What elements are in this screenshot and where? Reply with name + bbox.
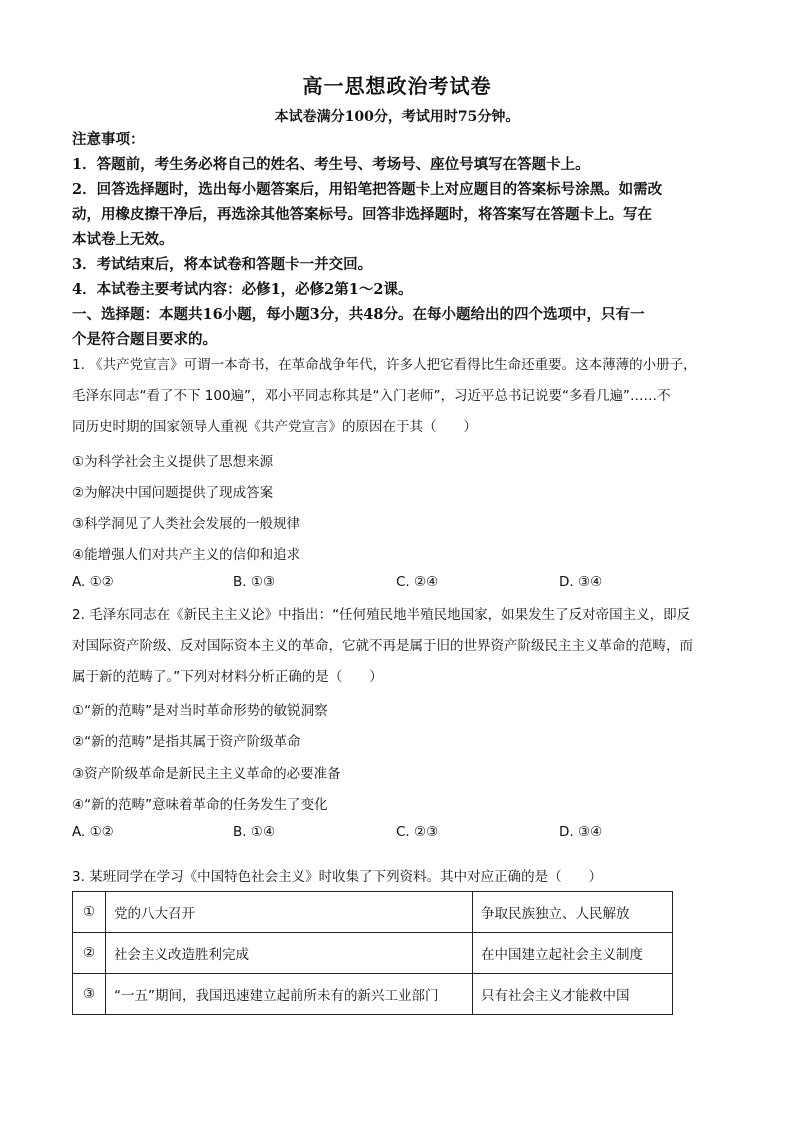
table-cell-event: 党的八大召开 [106,892,473,933]
q3-table [72,891,673,1015]
q2-option-a[interactable]: A. ①② [72,824,114,840]
section-heading: 个是符合题目要求的。 [72,331,217,348]
question-3-stem: 3. 某班同学在学习《中国特色社会主义》时收集了下列资料。其中对应正确的是（ ） [72,869,603,885]
table-cell-meaning: 在中国建立起社会主义制度 [473,933,673,974]
q2-options [72,824,724,848]
q1-option-c[interactable]: C. ②④ [396,574,439,590]
q1-statement-4: ④能增强人们对共产主义的信仰和追求 [72,547,301,563]
table-cell-event: 社会主义改造胜利完成 [106,933,473,974]
q2-statement-2: ②“新的范畴”是指其属于资产阶级革命 [72,734,301,750]
notice-item: 2．回答选择题时，选出每小题答案后，用铅笔把答题卡上对应题目的答案标号涂黑。如需改 [72,181,663,198]
question-stem-line: 1. 《共产党宣言》可谓一本奇书，在革命战争年代，许多人把它看得比生命还重要。这本薄薄的小册子， [72,357,697,373]
q2-option-d[interactable]: D. ③④ [559,824,603,840]
q2-option-c[interactable]: C. ②③ [396,824,439,840]
q1-option-b[interactable]: B. ①③ [233,574,276,590]
table-row [73,892,673,933]
q1-option-a[interactable]: A. ①② [72,574,114,590]
notice-item: 4．本试卷主要考试内容：必修1，必修2第1～2课。 [72,281,413,298]
page-subtitle: 本试卷满分100分，考试用时75分钟。 [274,109,520,125]
q1-option-d[interactable]: D. ③④ [559,574,603,590]
q2-statement-1: ①“新的范畴”是对当时革命形势的敏锐洞察 [72,703,328,719]
table-cell-index: ② [73,933,106,974]
q1-options [72,574,724,598]
page-title: 高一思想政治考试卷 [302,74,492,98]
question-1-stem [72,350,724,443]
table-cell-event: “一五”期间，我国迅速建立起前所未有的新兴工业部门 [106,974,473,1015]
table-row [73,933,673,974]
notice-heading: 注意事项： [72,131,145,148]
notice-item: 1．答题前，考生务必将自己的姓名、考生号、考场号、座位号填写在答题卡上。 [72,156,590,173]
notice-item: 动，用橡皮擦干净后，再选涂其他答案标号。回答非选择题时，将答案写在答题卡上。写在 [72,206,652,223]
table-cell-meaning: 只有社会主义才能救中国 [473,974,673,1015]
q1-statement-1: ①为科学社会主义提供了思想来源 [72,454,274,470]
table-cell-meaning: 争取民族独立、人民解放 [473,892,673,933]
question-stem-line: 同历史时期的国家领导人重视《共产党宣言》的原因在于其（ ） [72,419,477,435]
table-cell-index: ③ [73,974,106,1015]
q2-option-b[interactable]: B. ①④ [233,824,276,840]
q1-statement-2: ②为解决中国问题提供了现成答案 [72,485,274,501]
question-2-stem [72,600,724,693]
section-heading: 一、选择题：本题共16小题，每小题3分，共48分。在每小题给出的四个选项中，只有一 [72,306,645,323]
q2-statement-3: ③资产阶级革命是新民主主义革命的必要准备 [72,766,341,782]
question-stem-line: 对国际资产阶级、反对国际资本主义的革命，它就不再是属于旧的世界资产阶级民主主义革命的范畴，而 [72,638,693,654]
table-cell-index: ① [73,892,106,933]
notice-item: 本试卷上无效。 [72,231,174,248]
question-stem-line: 2. 毛泽东同志在《新民主主义论》中指出：“任何殖民地半殖民地国家，如果发生了反对帝国主义，即反 [72,607,691,623]
q1-statement-3: ③科学洞见了人类社会发展的一般规律 [72,516,301,532]
table-row [73,974,673,1015]
q2-statement-4: ④“新的范畴”意味着革命的任务发生了变化 [72,797,328,813]
notice-item: 3．考试结束后，将本试卷和答题卡一并交回。 [72,256,373,273]
question-stem-line: 属于新的范畴了。”下列对材料分析正确的是（ ） [72,669,383,685]
question-stem-line: 毛泽东同志“看了不下 100遍”，邓小平同志称其是“入门老师”，习近平总书记说要“多看几遍”……不 [72,388,671,404]
